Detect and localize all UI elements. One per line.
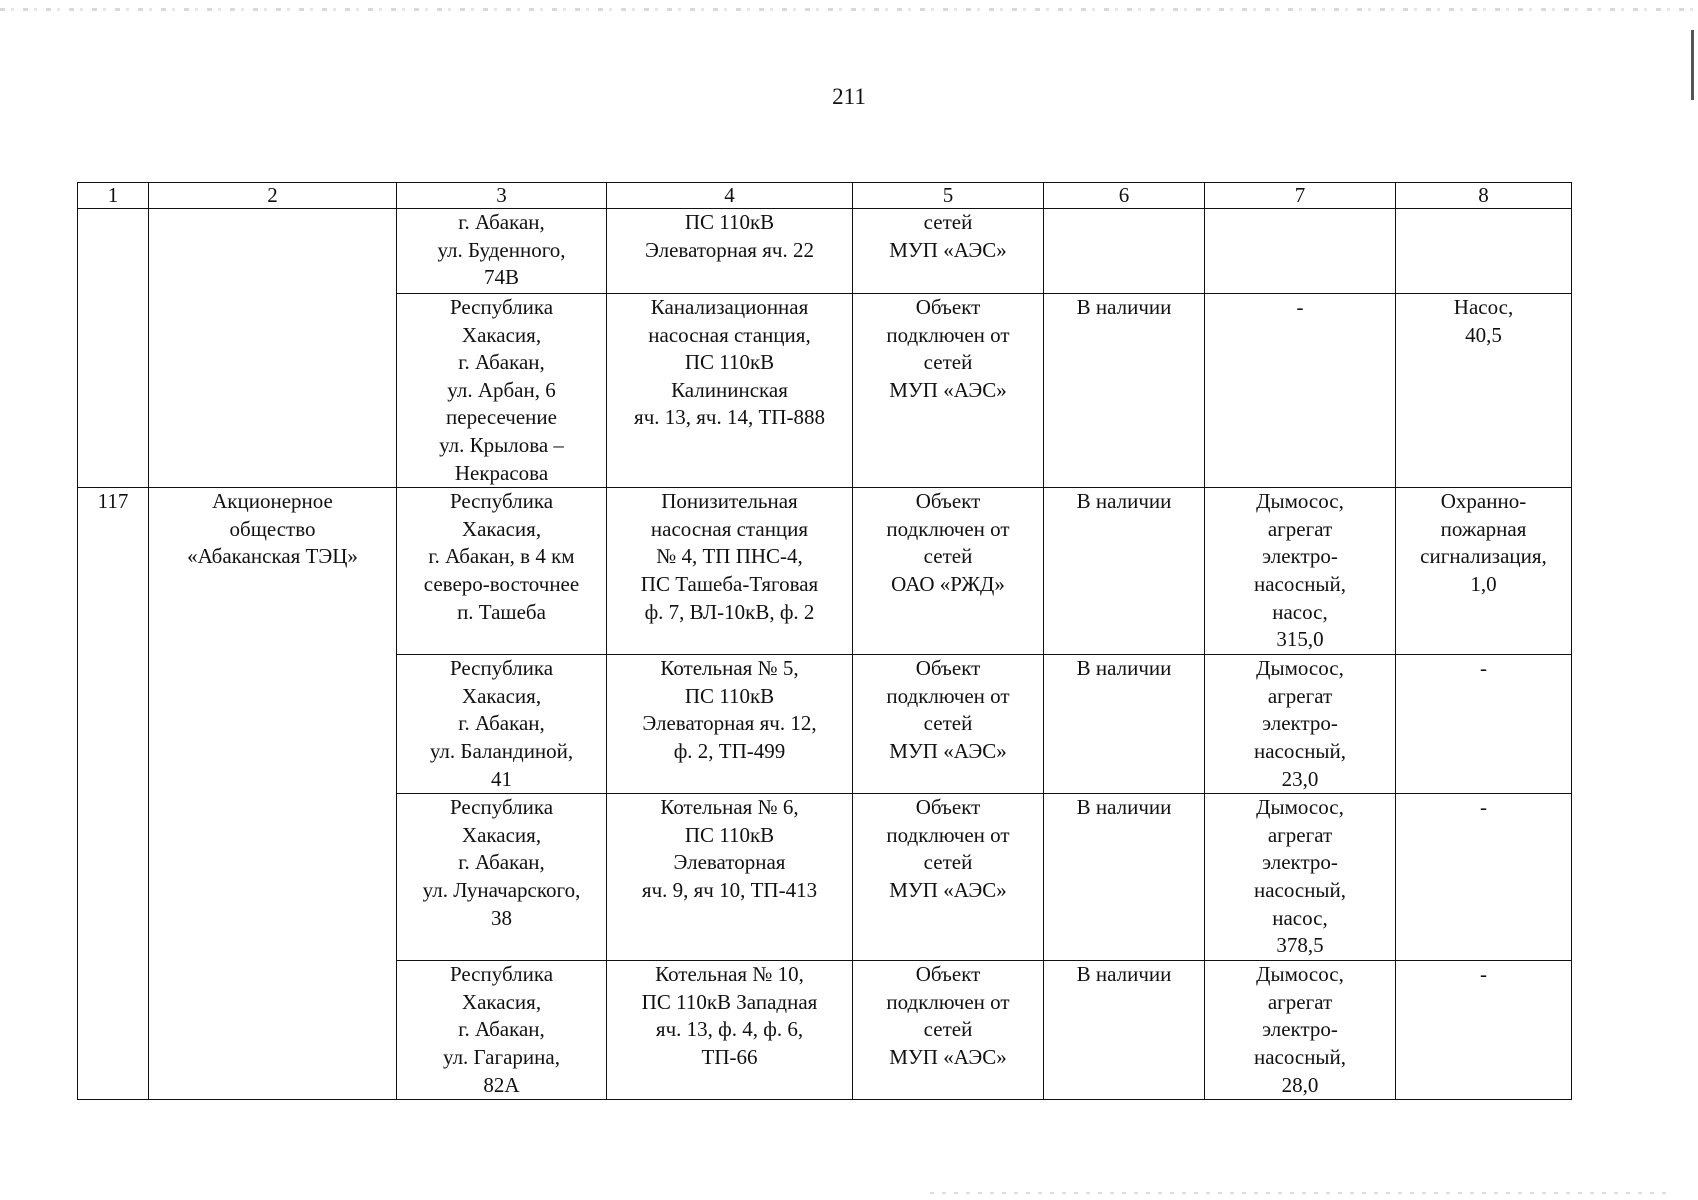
cell-substation: Котельная № 5, ПС 110кВ Элеваторная яч. 12, ф. 2, ТП-499	[607, 655, 853, 794]
cell-other-equipment: Насос, 40,5	[1396, 294, 1572, 488]
data-table	[77, 182, 1572, 1100]
header-cell: 6	[1044, 183, 1205, 209]
cell-availability: В наличии	[1044, 961, 1205, 1100]
header-cell: 1	[78, 183, 149, 209]
header-cell: 3	[397, 183, 607, 209]
cell-address: Республика Хакасия, г. Абакан, ул. Арбан, 6 пересечение ул. Крылова – Некрасова	[397, 294, 607, 488]
cell-equipment: Дымосос, агрегат электро- насосный, насос, 378,5	[1205, 794, 1396, 961]
cell-availability: В наличии	[1044, 655, 1205, 794]
cell-connection: Объект подключен от сетей ОАО «РЖД»	[853, 488, 1044, 655]
cell-substation: Котельная № 10, ПС 110кВ Западная яч. 13, ф. 4, ф. 6, ТП-66	[607, 961, 853, 1100]
cell-equipment: -	[1205, 294, 1396, 488]
cell-equipment	[1205, 209, 1396, 294]
scan-noise-top	[0, 8, 1698, 11]
header-cell: 4	[607, 183, 853, 209]
scan-noise-bottom	[930, 1192, 1670, 1194]
cell-equipment: Дымосос, агрегат электро- насосный, 23,0	[1205, 655, 1396, 794]
cell-connection: Объект подключен от сетей МУП «АЭС»	[853, 294, 1044, 488]
cell-address: Республика Хакасия, г. Абакан, ул. Баландиной, 41	[397, 655, 607, 794]
table-row	[78, 488, 1572, 655]
cell-address: г. Абакан, ул. Буденного, 74В	[397, 209, 607, 294]
cell-organization: Акционерное общество «Абаканская ТЭЦ»	[149, 488, 397, 1100]
cell-organization-empty	[149, 209, 397, 488]
cell-availability: В наличии	[1044, 294, 1205, 488]
cell-other-equipment: -	[1396, 961, 1572, 1100]
cell-address: Республика Хакасия, г. Абакан, в 4 км северо-восточнее п. Ташеба	[397, 488, 607, 655]
cell-other-equipment: Охранно- пожарная сигнализация, 1,0	[1396, 488, 1572, 655]
cell-availability	[1044, 209, 1205, 294]
cell-availability: В наличии	[1044, 794, 1205, 961]
cell-other-equipment: -	[1396, 794, 1572, 961]
cell-equipment: Дымосос, агрегат электро- насосный, насос, 315,0	[1205, 488, 1396, 655]
header-cell: 8	[1396, 183, 1572, 209]
cell-address: Республика Хакасия, г. Абакан, ул. Луначарского, 38	[397, 794, 607, 961]
cell-substation: ПС 110кВ Элеваторная яч. 22	[607, 209, 853, 294]
header-cell: 2	[149, 183, 397, 209]
cell-connection: Объект подключен от сетей МУП «АЭС»	[853, 794, 1044, 961]
cell-address: Республика Хакасия, г. Абакан, ул. Гагарина, 82А	[397, 961, 607, 1100]
cell-other-equipment: -	[1396, 655, 1572, 794]
cell-substation: Котельная № 6, ПС 110кВ Элеваторная яч. 9, яч 10, ТП-413	[607, 794, 853, 961]
cell-connection: Объект подключен от сетей МУП «АЭС»	[853, 655, 1044, 794]
header-cell: 7	[1205, 183, 1396, 209]
table-row	[78, 209, 1572, 294]
cell-substation: Канализационная насосная станция, ПС 110кВ Калининская яч. 13, яч. 14, ТП-888	[607, 294, 853, 488]
cell-number-empty	[78, 209, 149, 488]
cell-connection: Объект подключен от сетей МУП «АЭС»	[853, 961, 1044, 1100]
header-cell: 5	[853, 183, 1044, 209]
cell-equipment: Дымосос, агрегат электро- насосный, 28,0	[1205, 961, 1396, 1100]
cell-other-equipment	[1396, 209, 1572, 294]
header-row	[78, 183, 1572, 209]
cell-connection: сетей МУП «АЭС»	[853, 209, 1044, 294]
cell-number: 117	[78, 488, 149, 1100]
cell-availability: В наличии	[1044, 488, 1205, 655]
page-number: 211	[832, 84, 866, 109]
cell-substation: Понизительная насосная станция № 4, ТП ПНС-4, ПС Ташеба-Тяговая ф. 7, ВЛ-10кВ, ф. 2	[607, 488, 853, 655]
